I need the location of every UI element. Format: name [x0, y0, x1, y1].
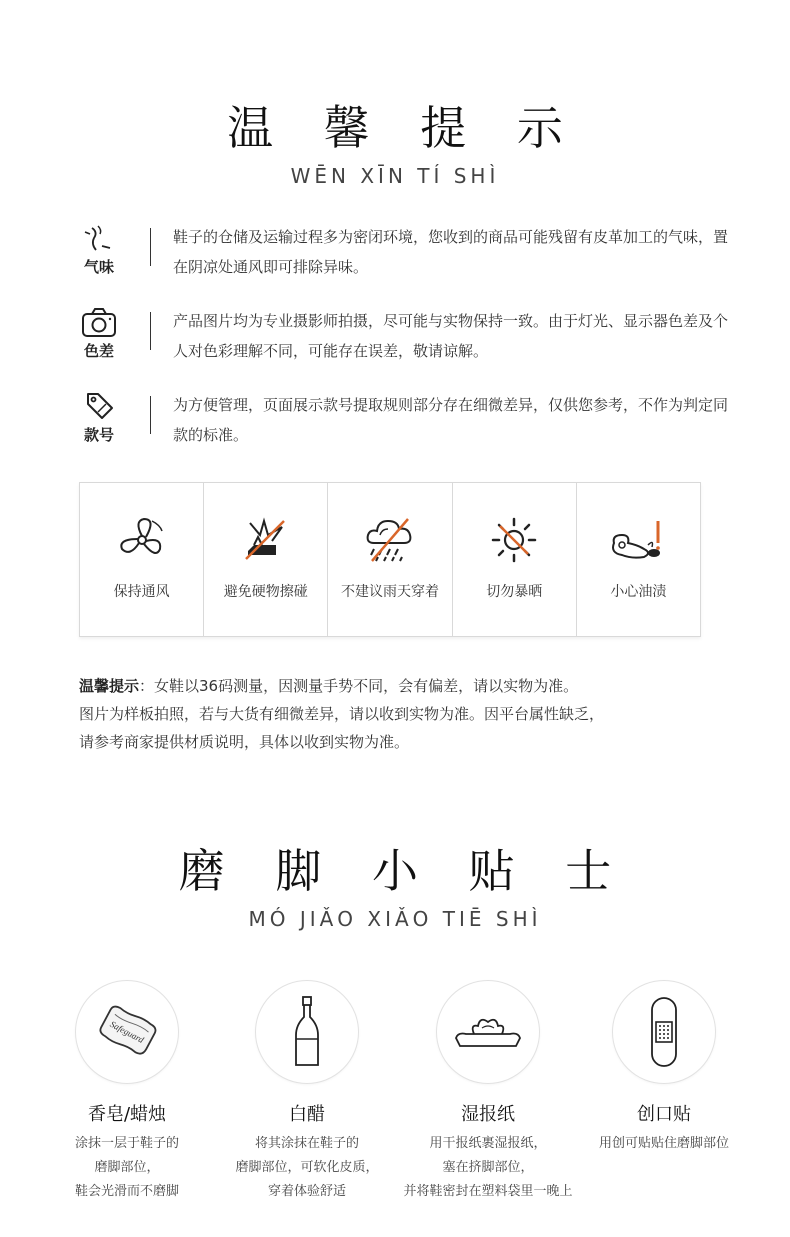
- remedy-newspaper: [398, 980, 578, 1204]
- care-label: 小心油渍: [610, 584, 667, 600]
- odor-icon: [82, 222, 116, 254]
- care-item-oil: [577, 483, 700, 636]
- care-item-ventilate: [80, 483, 204, 636]
- tip-color-label: 色差: [83, 342, 114, 360]
- notice-line: 图片为样板拍照，若与大货有细微差异，请以收到实物为准。因平台属性缺乏，: [79, 705, 605, 723]
- remedy-description: 将其涂抹在鞋子的 磨脚部位，可软化皮质， 穿着体验舒适: [235, 1136, 379, 1199]
- divider: [150, 228, 151, 266]
- remedy-name: 香皂/蜡烛: [87, 1104, 167, 1125]
- tag-icon: [82, 390, 116, 422]
- remedy-soap: [37, 980, 217, 1204]
- tip-color-difference: [70, 306, 730, 370]
- tip-color-text: 产品图片均为专业摄影师拍摄，尽可能与实物保持一致。由于灯光、显示器色差及个人对色彩理解不同，可能存在误差，敬请谅解。: [173, 312, 729, 360]
- remedy-name: 创口贴: [637, 1104, 691, 1125]
- care-instructions: [79, 482, 701, 637]
- notice-line: 请参考商家提供材质说明，具体以收到实物为准。: [79, 733, 410, 751]
- remedy-description: 用创可贴贴住磨脚部位: [598, 1136, 729, 1151]
- tissue-icon: [450, 1012, 526, 1052]
- care-label: 避免硬物擦碰: [223, 584, 308, 600]
- remedy-vinegar: [217, 980, 397, 1204]
- notice-prefix: 温馨提示: [79, 677, 140, 695]
- warm-tips-header: [0, 92, 790, 188]
- no-hard-objects-icon: [240, 515, 292, 565]
- oil-stain-icon: [608, 515, 668, 565]
- tip-odor: [70, 222, 730, 286]
- tip-style-label: 款号: [83, 426, 114, 444]
- remedy-bandage: [574, 980, 754, 1156]
- no-sun-icon: [488, 515, 540, 565]
- tip-style-number: [70, 390, 730, 454]
- camera-icon: [81, 306, 117, 338]
- care-item-no-rain: [328, 483, 452, 636]
- remedy-name: 白醋: [289, 1104, 325, 1125]
- notice-line: ：女鞋以36码测量，因测量手势不同，会有偏差，请以实物为准。: [139, 677, 579, 695]
- care-label: 不建议雨天穿着: [341, 584, 439, 600]
- vinegar-bottle-icon: [292, 995, 322, 1069]
- svg-text:Safeguard: Safeguard: [108, 1018, 146, 1046]
- tip-odor-text: 鞋子的仓储及运输过程多为密闭环境，您收到的商品可能残留有皮革加工的气味，置在阴凉处通风即可排除异味。: [173, 228, 729, 276]
- warm-tips-title: 温 馨 提 示: [227, 101, 581, 155]
- size-notice: [79, 672, 719, 756]
- remedy-description: 涂抹一层于鞋子的 磨脚部位， 鞋会光滑而不磨脚: [74, 1136, 179, 1199]
- care-item-no-sun: [453, 483, 577, 636]
- divider: [150, 396, 151, 434]
- warm-tips-pinyin: WĒN XĪN TÍ SHÌ: [290, 164, 500, 188]
- blister-tips-title: 磨 脚 小 贴 士: [178, 844, 630, 898]
- fan-icon: [116, 515, 168, 565]
- no-rain-icon: [362, 515, 418, 565]
- remedy-description: 用干报纸裹湿报纸， 塞在挤脚部位， 并将鞋密封在塑料袋里一晚上: [403, 1136, 573, 1199]
- care-label: 切勿暴晒: [486, 584, 543, 600]
- remedy-name: 湿报纸: [461, 1104, 515, 1125]
- divider: [150, 312, 151, 350]
- care-item-avoid-hard: [204, 483, 328, 636]
- blister-tips-pinyin: MÓ JIǍO XIǍO TIĒ SHÌ: [248, 907, 542, 931]
- tip-style-text: 为方便管理，页面展示款号提取规则部分存在细微差异，仅供您参考，不作为判定同款的标准。: [173, 396, 729, 444]
- bandage-icon: [649, 996, 679, 1068]
- soap-icon: [94, 1002, 160, 1062]
- care-label: 保持通风: [113, 584, 170, 600]
- blister-tips-header: [0, 835, 790, 931]
- tip-odor-label: 气味: [83, 258, 114, 276]
